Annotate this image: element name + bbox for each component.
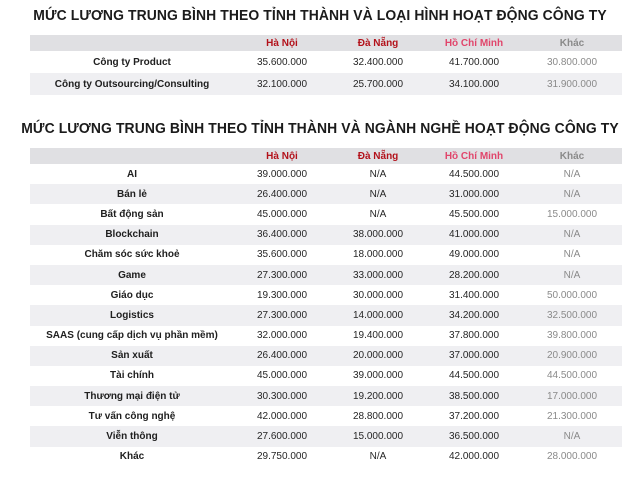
table-row [30,386,622,406]
cell-ha-noi: 32.100.000 [256,78,308,90]
table-row [30,366,622,386]
table-row [30,204,622,224]
row-label: Blockchain [105,229,159,241]
cell-ha-noi: 30.300.000 [256,390,308,402]
row-label: Viễn thông [106,431,158,443]
cell-da-nang: N/A [369,208,387,220]
table-row [30,426,622,446]
cell-khac: 28.000.000 [546,451,598,463]
cell-ha-noi: 45.000.000 [256,208,308,220]
cell-da-nang: 15.000.000 [352,431,404,443]
cell-khac: N/A [563,431,581,443]
cell-da-nang: 18.000.000 [352,249,404,261]
table-row [30,73,622,95]
cell-da-nang: 33.000.000 [352,269,404,281]
table-row [30,447,622,467]
cell-khac: 17.000.000 [546,390,598,402]
row-label: Tài chính [110,370,154,382]
cell-khac: 31.900.000 [546,78,598,90]
cell-ha-noi: 32.000.000 [256,330,308,342]
table-row [30,406,622,426]
section2-title: MỨC LƯƠNG TRUNG BÌNH THEO TỈNH THÀNH VÀ NGÀNH NGHỀ HOẠT ĐỘNG CÔNG TY [21,121,619,137]
cell-khac: 15.000.000 [546,208,598,220]
row-label: Khác [119,451,145,463]
cell-ha-noi: 36.400.000 [256,229,308,241]
cell-ha-noi: 35.600.000 [256,249,308,261]
cell-ha-noi: 27.300.000 [256,269,308,281]
cell-khac: N/A [563,229,581,241]
cell-ho-chi-minh: 31.400.000 [448,289,500,301]
header-ha-noi: Hà Nội [266,150,298,162]
cell-khac: N/A [563,269,581,281]
cell-ha-noi: 39.000.000 [256,168,308,180]
cell-ha-noi: 19.300.000 [256,289,308,301]
row-label: Chăm sóc sức khoẻ [84,249,180,261]
table-row [30,265,622,285]
row-label: Tư vấn công nghệ [88,410,176,422]
row-label: Game [118,269,146,281]
cell-da-nang: 14.000.000 [352,309,404,321]
cell-ha-noi: 26.400.000 [256,350,308,362]
cell-khac: 32.500.000 [546,309,598,321]
row-label: Bất động sản [100,208,164,220]
cell-da-nang: 20.000.000 [352,350,404,362]
table-row [30,164,622,184]
cell-ho-chi-minh: 37.800.000 [448,330,500,342]
header-ha-noi: Hà Nội [266,37,298,49]
cell-ha-noi: 42.000.000 [256,410,308,422]
table-row [30,305,622,325]
table-row [30,326,622,346]
row-label: Logistics [110,309,154,321]
header-khac: Khác [559,37,585,49]
cell-ha-noi: 45.000.000 [256,370,308,382]
cell-da-nang: 25.700.000 [352,78,404,90]
row-label: Giáo dục [110,289,154,301]
cell-ho-chi-minh: 28.200.000 [448,269,500,281]
table-row [30,51,622,73]
salary-by-industry-table [30,148,622,467]
cell-ha-noi: 35.600.000 [256,56,308,68]
cell-da-nang: N/A [369,168,387,180]
section1-title: MỨC LƯƠNG TRUNG BÌNH THEO TỈNH THÀNH VÀ LOẠI HÌNH HOẠT ĐỘNG CÔNG TY [33,8,607,24]
header-category [30,148,234,164]
cell-ha-noi: 26.400.000 [256,188,308,200]
cell-khac: N/A [563,168,581,180]
table-row [30,184,622,204]
cell-ho-chi-minh: 41.000.000 [448,229,500,241]
cell-da-nang: 19.200.000 [352,390,404,402]
table-header-row [30,148,622,164]
cell-khac: 39.800.000 [546,330,598,342]
cell-ha-noi: 29.750.000 [256,451,308,463]
cell-da-nang: 39.000.000 [352,370,404,382]
cell-ha-noi: 27.600.000 [256,431,308,443]
cell-khac: 44.500.000 [546,370,598,382]
row-label: AI [127,168,137,180]
cell-khac: 50.000.000 [546,289,598,301]
table-header-row [30,35,622,51]
cell-da-nang: 28.800.000 [352,410,404,422]
cell-ho-chi-minh: 45.500.000 [448,208,500,220]
cell-ha-noi: 27.300.000 [256,309,308,321]
row-label: Thương mại điện tử [84,390,180,402]
row-label: Công ty Outsourcing/Consulting [54,78,210,90]
cell-ho-chi-minh: 44.500.000 [448,370,500,382]
cell-da-nang: N/A [369,451,387,463]
header-khac: Khác [559,150,585,162]
header-ho-chi-minh: Hồ Chí Minh [444,150,504,162]
header-category [30,35,234,51]
cell-ho-chi-minh: 37.200.000 [448,410,500,422]
header-da-nang: Đà Nẵng [357,150,399,162]
table-row [30,245,622,265]
cell-khac: N/A [563,188,581,200]
cell-da-nang: 30.000.000 [352,289,404,301]
cell-ho-chi-minh: 49.000.000 [448,249,500,261]
row-label: Công ty Product [93,56,171,68]
cell-da-nang: 38.000.000 [352,229,404,241]
cell-da-nang: N/A [369,188,387,200]
row-label: Bán lẻ [116,188,147,200]
cell-khac: N/A [563,249,581,261]
cell-ho-chi-minh: 44.500.000 [448,168,500,180]
table-row [30,285,622,305]
row-label: Sản xuất [111,350,153,362]
salary-by-company-type-table [30,35,622,95]
header-da-nang: Đà Nẵng [357,37,399,49]
header-ho-chi-minh: Hồ Chí Minh [444,37,504,49]
cell-ho-chi-minh: 34.100.000 [448,78,500,90]
cell-da-nang: 32.400.000 [352,56,404,68]
table-row [30,346,622,366]
cell-ho-chi-minh: 42.000.000 [448,451,500,463]
row-label: SAAS (cung cấp dịch vụ phần mềm) [46,330,218,342]
cell-ho-chi-minh: 31.000.000 [448,188,500,200]
cell-khac: 20.900.000 [546,350,598,362]
cell-ho-chi-minh: 37.000.000 [448,350,500,362]
cell-ho-chi-minh: 34.200.000 [448,309,500,321]
cell-khac: 21.300.000 [546,410,598,422]
table-row [30,225,622,245]
cell-da-nang: 19.400.000 [352,330,404,342]
cell-ho-chi-minh: 38.500.000 [448,390,500,402]
cell-ho-chi-minh: 36.500.000 [448,431,500,443]
cell-ho-chi-minh: 41.700.000 [448,56,500,68]
cell-khac: 30.800.000 [546,56,598,68]
